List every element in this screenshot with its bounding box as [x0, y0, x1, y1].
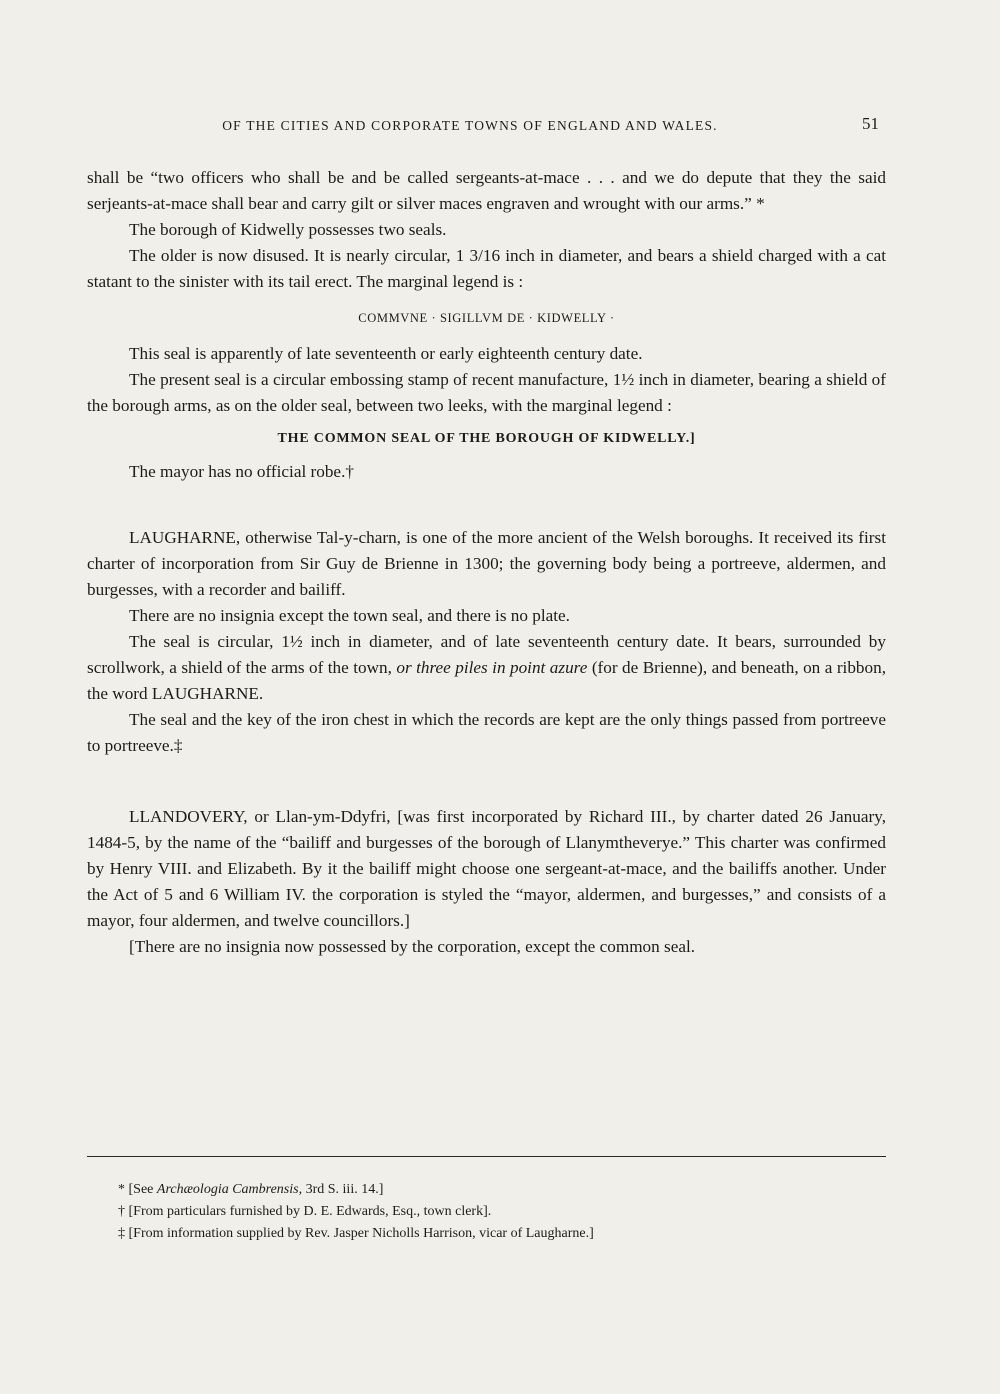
- laugharne-arms-blazon: or three piles in point azure: [396, 658, 588, 677]
- paragraph-laugharne: LAUGHARNE, otherwise Tal-y-charn, is one of the more ancient of the Welsh boroughs. It received its first charter of incorporation from Sir Guy de Brienne in 1300; the governing body being a portreeve, aldermen, and burgesses, with a recorder and bailiff.: [87, 528, 886, 599]
- paragraph-mayor-robe: The mayor has no official robe.†: [129, 462, 354, 481]
- running-head: OF THE CITIES AND CORPORATE TOWNS OF ENGLAND AND WALES.: [222, 118, 718, 133]
- paragraph-laugharne-seal: [87, 629, 886, 707]
- paragraph-laugharne-insignia: There are no insignia except the town seal, and there is no plate.: [129, 606, 570, 625]
- paragraph-seal-date: This seal is apparently of late seventeenth or early eighteenth century date.: [129, 344, 643, 363]
- paragraph-llandovery-insignia: [There are no insignia now possessed by the corporation, except the common seal.: [129, 937, 696, 956]
- footnote-2: † [From particulars furnished by D. E. Edwards, Esq., town clerk].: [118, 1204, 492, 1219]
- body-text: [87, 165, 886, 960]
- footnote-1-title: Archæologia Cambrensis,: [156, 1182, 303, 1197]
- page-number: 51: [862, 114, 879, 133]
- footnote-1-ref: 3rd S. iii. 14.]: [305, 1182, 384, 1197]
- paragraph-older-seal: The older is now disused. It is nearly circular, 1 3/16 inch in diameter, and bears a shield charged with a cat statant to the sinister with its tail erect. The marginal legend is :: [87, 246, 886, 291]
- footnote-1: [118, 1179, 818, 1201]
- laugharne-word: LAUGHARNE.: [151, 684, 264, 703]
- laugharne-seal-text: The seal is circular, 1½ inch in diameter, and of late seventeenth century date. It bears, surrounded by scrollwork, a shield of the arms of the town,: [87, 632, 886, 677]
- paragraph-kidwelly-seals: The borough of Kidwelly possesses two seals.: [129, 220, 447, 239]
- footnotes: [118, 1179, 818, 1245]
- seal-legend-present: THE COMMON SEAL OF THE BOROUGH OF KIDWELLY.]: [277, 431, 696, 446]
- footnote-rule: [87, 1156, 886, 1157]
- section-gap: [87, 759, 886, 804]
- paragraph-maces: shall be “two officers who shall be and be called sergeants-at-mace . . . and we do depute that they the said serjeants-at-mace shall bear and carry gilt or silver maces engraven and wrought with our arms.” *: [87, 168, 886, 213]
- paragraph-present-seal: The present seal is a circular embossing stamp of recent manufacture, 1½ inch in diameter, bearing a shield of the borough arms, as on the older seal, between two leeks, with the marginal legend :: [87, 370, 886, 415]
- seal-legend-old: COMMVNE · SIGILLVM DE · KIDWELLY ·: [358, 311, 615, 325]
- paragraph-laugharne-chest: The seal and the key of the iron chest in which the records are kept are the only things passed from portreeve to portreeve.‡: [87, 710, 886, 755]
- footnote-3: ‡ [From information supplied by Rev. Jasper Nicholls Harrison, vicar of Laugharne.]: [118, 1226, 594, 1241]
- footnote-1-text: * [See: [118, 1182, 154, 1197]
- laugharne-seal-text-2: (for de Brienne), and beneath, on a ribbon, the word: [87, 658, 886, 703]
- paragraph-llandovery: LLANDOVERY, or Llan-ym-Ddyfri, [was first incorporated by Richard III., by charter dated 26 January, 1484-5, by the name of the “bailiff and burgesses of the borough of Llanymtheverye.” This charter was confirmed by Henry VIII. and Elizabeth. By it the bailiff might choose one sergeant-at-mace, and the bailiffs another. Under the Act of 5 and 6 William IV. the corporation is styled the “mayor, aldermen, and burgesses,” and consists of a mayor, four aldermen, and twelve councillors.]: [87, 807, 886, 930]
- section-gap: [87, 485, 886, 525]
